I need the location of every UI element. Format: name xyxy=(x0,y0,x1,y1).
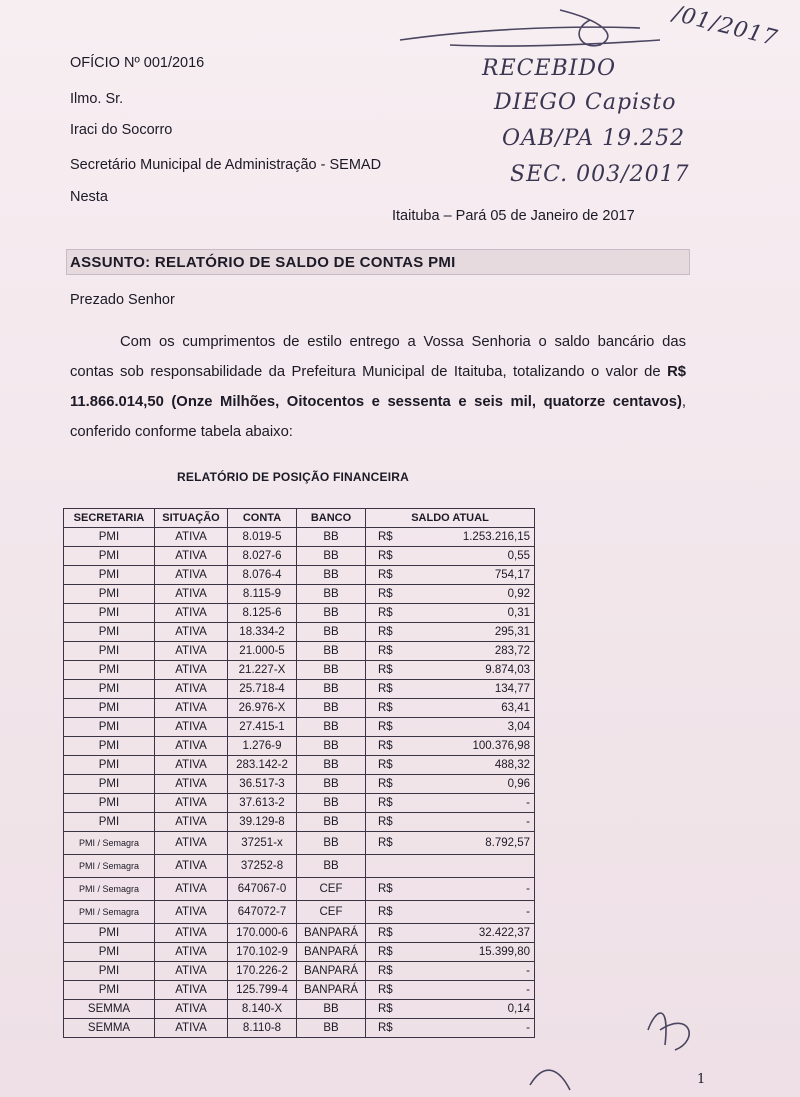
cell-secretaria: PMI xyxy=(64,962,155,981)
table-row xyxy=(64,737,535,756)
cell-saldo: 0,55 xyxy=(415,547,535,566)
table-body xyxy=(64,528,535,1038)
handwritten-date: /01/2017 xyxy=(670,1,781,52)
table-row xyxy=(64,775,535,794)
cell-situacao: ATIVA xyxy=(155,794,228,813)
cell-situacao: ATIVA xyxy=(155,813,228,832)
table-title: RELATÓRIO DE POSIÇÃO FINANCEIRA xyxy=(177,470,409,484)
cell-banco: BANPARÁ xyxy=(297,962,366,981)
cell-currency: R$ xyxy=(366,878,415,901)
cell-conta: 37251-x xyxy=(228,832,297,855)
cell-conta: 25.718-4 xyxy=(228,680,297,699)
cell-situacao: ATIVA xyxy=(155,962,228,981)
cell-currency: R$ xyxy=(366,528,415,547)
cell-saldo: 134,77 xyxy=(415,680,535,699)
cell-banco: BANPARÁ xyxy=(297,943,366,962)
cell-conta: 647072-7 xyxy=(228,901,297,924)
cell-banco: BB xyxy=(297,1000,366,1019)
cell-banco: BB xyxy=(297,680,366,699)
cell-banco: BB xyxy=(297,699,366,718)
cell-saldo: - xyxy=(415,981,535,1000)
cell-saldo: - xyxy=(415,813,535,832)
cell-situacao: ATIVA xyxy=(155,878,228,901)
cell-secretaria: PMI xyxy=(64,547,155,566)
total-amount: R$ 11.866.014,50 (Onze Milhões, Oitocentos e sessenta e seis mil, quatorze centavos) xyxy=(70,364,686,410)
cell-currency: R$ xyxy=(366,680,415,699)
handwritten-sec: SEC. 003/2017 xyxy=(510,162,690,187)
cell-banco: BB xyxy=(297,604,366,623)
cell-secretaria: PMI xyxy=(64,794,155,813)
cell-saldo: 1.253.216,15 xyxy=(415,528,535,547)
cell-banco: BB xyxy=(297,661,366,680)
cell-saldo: 295,31 xyxy=(415,623,535,642)
cell-currency: R$ xyxy=(366,642,415,661)
table-row xyxy=(64,855,535,878)
table-row xyxy=(64,718,535,737)
table-row xyxy=(64,962,535,981)
cell-currency: R$ xyxy=(366,813,415,832)
cell-conta: 39.129-8 xyxy=(228,813,297,832)
cell-secretaria: PMI xyxy=(64,699,155,718)
cell-conta: 8.125-6 xyxy=(228,604,297,623)
table-row xyxy=(64,1000,535,1019)
table-row xyxy=(64,901,535,924)
cell-banco: CEF xyxy=(297,901,366,924)
cell-currency: R$ xyxy=(366,566,415,585)
cell-secretaria: PMI / Semagra xyxy=(64,901,155,924)
cell-banco: BB xyxy=(297,566,366,585)
cell-conta: 26.976-X xyxy=(228,699,297,718)
cell-secretaria: SEMMA xyxy=(64,1000,155,1019)
cell-banco: BB xyxy=(297,855,366,878)
cell-conta: 37.613-2 xyxy=(228,794,297,813)
cell-secretaria: PMI xyxy=(64,813,155,832)
cell-currency: R$ xyxy=(366,775,415,794)
cell-saldo: 283,72 xyxy=(415,642,535,661)
cell-conta: 1.276-9 xyxy=(228,737,297,756)
cell-secretaria: PMI / Semagra xyxy=(64,832,155,855)
cell-secretaria: PMI xyxy=(64,924,155,943)
cell-banco: BB xyxy=(297,642,366,661)
cell-currency: R$ xyxy=(366,756,415,775)
cell-conta: 21.227-X xyxy=(228,661,297,680)
cell-conta: 8.115-9 xyxy=(228,585,297,604)
header-situacao: SITUAÇÃO xyxy=(155,509,228,528)
cell-secretaria: PMI xyxy=(64,623,155,642)
cell-saldo: 0,31 xyxy=(415,604,535,623)
table-row xyxy=(64,813,535,832)
cell-banco: BB xyxy=(297,832,366,855)
cell-situacao: ATIVA xyxy=(155,528,228,547)
cell-banco: BB xyxy=(297,794,366,813)
cell-situacao: ATIVA xyxy=(155,901,228,924)
table-row xyxy=(64,943,535,962)
cell-currency: R$ xyxy=(366,962,415,981)
cell-currency xyxy=(366,855,415,878)
cell-conta: 8.076-4 xyxy=(228,566,297,585)
table-row xyxy=(64,642,535,661)
cell-conta: 8.140-X xyxy=(228,1000,297,1019)
cell-saldo: - xyxy=(415,794,535,813)
cell-conta: 8.110-8 xyxy=(228,1019,297,1038)
cell-secretaria: PMI / Semagra xyxy=(64,855,155,878)
cell-currency: R$ xyxy=(366,737,415,756)
table-row xyxy=(64,924,535,943)
cell-conta: 21.000-5 xyxy=(228,642,297,661)
table-row xyxy=(64,756,535,775)
cell-currency: R$ xyxy=(366,1000,415,1019)
table-row xyxy=(64,680,535,699)
cell-situacao: ATIVA xyxy=(155,585,228,604)
header-secretaria: SECRETARIA xyxy=(64,509,155,528)
table-row xyxy=(64,623,535,642)
cell-secretaria: PMI / Semagra xyxy=(64,878,155,901)
cell-conta: 283.142-2 xyxy=(228,756,297,775)
cell-situacao: ATIVA xyxy=(155,718,228,737)
cell-situacao: ATIVA xyxy=(155,623,228,642)
cell-situacao: ATIVA xyxy=(155,924,228,943)
cell-situacao: ATIVA xyxy=(155,981,228,1000)
oficio-number: OFÍCIO Nº 001/2016 xyxy=(70,55,205,71)
cell-situacao: ATIVA xyxy=(155,737,228,756)
cell-currency: R$ xyxy=(366,1019,415,1038)
cell-currency: R$ xyxy=(366,623,415,642)
financial-table xyxy=(63,508,535,1038)
cell-secretaria: PMI xyxy=(64,737,155,756)
subject-line: ASSUNTO: RELATÓRIO DE SALDO DE CONTAS PMI xyxy=(70,254,456,271)
table-row xyxy=(64,585,535,604)
table-row xyxy=(64,981,535,1000)
cell-conta: 125.799-4 xyxy=(228,981,297,1000)
cell-conta: 170.102-9 xyxy=(228,943,297,962)
handwritten-received: RECEBIDO xyxy=(482,56,617,81)
table-row xyxy=(64,661,535,680)
cell-banco: BB xyxy=(297,623,366,642)
cell-saldo: - xyxy=(415,878,535,901)
body-text: Com os cumprimentos de estilo entrego a Vossa Senhoria o saldo bancário das contas sob responsabilidade da Prefeitura Municipal de Itaituba, totalizando o valor de xyxy=(70,334,686,380)
cell-situacao: ATIVA xyxy=(155,1019,228,1038)
cell-saldo: - xyxy=(415,901,535,924)
cell-banco: BB xyxy=(297,528,366,547)
cell-banco: BB xyxy=(297,756,366,775)
cell-banco: CEF xyxy=(297,878,366,901)
cell-situacao: ATIVA xyxy=(155,604,228,623)
cell-currency: R$ xyxy=(366,547,415,566)
cell-conta: 8.019-5 xyxy=(228,528,297,547)
cell-secretaria: PMI xyxy=(64,718,155,737)
cell-secretaria: PMI xyxy=(64,566,155,585)
cell-saldo: 488,32 xyxy=(415,756,535,775)
cell-saldo: 15.399,80 xyxy=(415,943,535,962)
cell-banco: BB xyxy=(297,775,366,794)
greeting: Prezado Senhor xyxy=(70,292,175,308)
cell-banco: BB xyxy=(297,547,366,566)
header-saldo: SALDO ATUAL xyxy=(366,509,535,528)
cell-situacao: ATIVA xyxy=(155,855,228,878)
cell-currency: R$ xyxy=(366,924,415,943)
table-row xyxy=(64,547,535,566)
table-row xyxy=(64,604,535,623)
cell-saldo: 9.874,03 xyxy=(415,661,535,680)
cell-conta: 170.226-2 xyxy=(228,962,297,981)
cell-saldo: 0,14 xyxy=(415,1000,535,1019)
cell-currency: R$ xyxy=(366,832,415,855)
cell-banco: BB xyxy=(297,1019,366,1038)
cell-saldo xyxy=(415,855,535,878)
cell-situacao: ATIVA xyxy=(155,661,228,680)
cell-secretaria: PMI xyxy=(64,585,155,604)
cell-situacao: ATIVA xyxy=(155,642,228,661)
cell-saldo: 8.792,57 xyxy=(415,832,535,855)
cell-secretaria: PMI xyxy=(64,680,155,699)
table-header-row xyxy=(64,509,535,528)
cell-conta: 36.517-3 xyxy=(228,775,297,794)
document-date: Itaituba – Pará 05 de Janeiro de 2017 xyxy=(392,208,635,224)
cell-saldo: 3,04 xyxy=(415,718,535,737)
cell-banco: BB xyxy=(297,813,366,832)
cell-secretaria: PMI xyxy=(64,981,155,1000)
header-banco: BANCO xyxy=(297,509,366,528)
cell-currency: R$ xyxy=(366,585,415,604)
table-row xyxy=(64,1019,535,1038)
cell-currency: R$ xyxy=(366,943,415,962)
handwritten-oab: OAB/PA 19.252 xyxy=(502,126,686,151)
cell-saldo: 63,41 xyxy=(415,699,535,718)
cell-saldo: - xyxy=(415,1019,535,1038)
recipient-name: Iraci do Socorro xyxy=(70,122,173,138)
cell-saldo: 754,17 xyxy=(415,566,535,585)
cell-saldo: 0,96 xyxy=(415,775,535,794)
table-row xyxy=(64,794,535,813)
cell-situacao: ATIVA xyxy=(155,943,228,962)
cell-secretaria: PMI xyxy=(64,604,155,623)
cell-secretaria: PMI xyxy=(64,661,155,680)
table-row xyxy=(64,878,535,901)
cell-currency: R$ xyxy=(366,661,415,680)
table-row xyxy=(64,832,535,855)
cell-banco: BANPARÁ xyxy=(297,981,366,1000)
cell-secretaria: PMI xyxy=(64,642,155,661)
cell-currency: R$ xyxy=(366,981,415,1000)
cell-banco: BB xyxy=(297,718,366,737)
cell-secretaria: PMI xyxy=(64,756,155,775)
cell-saldo: 0,92 xyxy=(415,585,535,604)
cell-secretaria: PMI xyxy=(64,528,155,547)
cell-banco: BB xyxy=(297,737,366,756)
page-number: 1 xyxy=(697,1072,706,1087)
table-row xyxy=(64,699,535,718)
cell-secretaria: SEMMA xyxy=(64,1019,155,1038)
cell-situacao: ATIVA xyxy=(155,566,228,585)
recipient-title: Secretário Municipal de Administração - SEMAD xyxy=(70,157,382,173)
body-paragraph xyxy=(70,327,686,447)
nesta: Nesta xyxy=(70,189,108,205)
cell-conta: 37252-8 xyxy=(228,855,297,878)
cell-situacao: ATIVA xyxy=(155,699,228,718)
table-row xyxy=(64,566,535,585)
cell-currency: R$ xyxy=(366,901,415,924)
cell-currency: R$ xyxy=(366,794,415,813)
cell-saldo: - xyxy=(415,962,535,981)
cell-currency: R$ xyxy=(366,699,415,718)
cell-conta: 27.415-1 xyxy=(228,718,297,737)
cell-saldo: 32.422,37 xyxy=(415,924,535,943)
cell-currency: R$ xyxy=(366,604,415,623)
cell-conta: 18.334-2 xyxy=(228,623,297,642)
cell-conta: 8.027-6 xyxy=(228,547,297,566)
cell-situacao: ATIVA xyxy=(155,756,228,775)
cell-situacao: ATIVA xyxy=(155,547,228,566)
cell-situacao: ATIVA xyxy=(155,775,228,794)
cell-banco: BANPARÁ xyxy=(297,924,366,943)
cell-saldo: 100.376,98 xyxy=(415,737,535,756)
cell-secretaria: PMI xyxy=(64,775,155,794)
cell-situacao: ATIVA xyxy=(155,832,228,855)
cell-situacao: ATIVA xyxy=(155,680,228,699)
cell-conta: 170.000-6 xyxy=(228,924,297,943)
handwritten-name: DIEGO Capisto xyxy=(494,90,677,115)
cell-banco: BB xyxy=(297,585,366,604)
table-row xyxy=(64,528,535,547)
salutation: Ilmo. Sr. xyxy=(70,91,124,107)
body-text-end: , conferido conforme tabela abaixo: xyxy=(70,394,686,440)
cell-situacao: ATIVA xyxy=(155,1000,228,1019)
cell-secretaria: PMI xyxy=(64,943,155,962)
cell-conta: 647067-0 xyxy=(228,878,297,901)
cell-currency: R$ xyxy=(366,718,415,737)
header-conta: CONTA xyxy=(228,509,297,528)
